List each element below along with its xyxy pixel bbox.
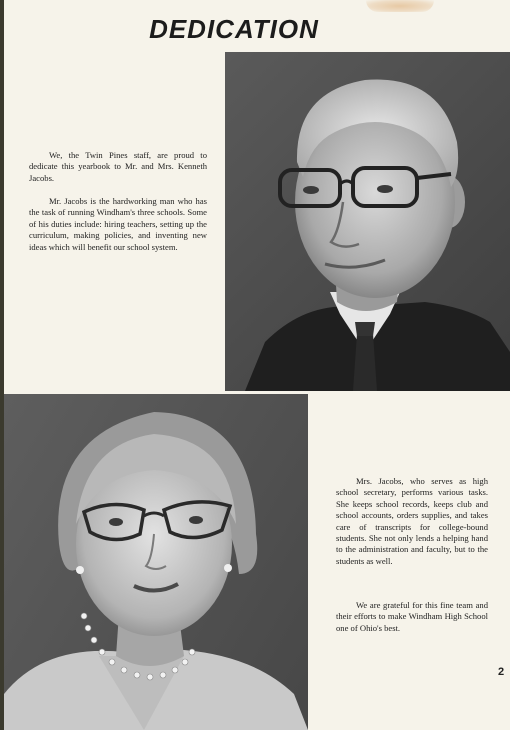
mr-jacobs-paragraph: Mr. Jacobs is the hardworking man who has the task of running Windham's three schools. Some of his duties include: hiring teachers, setting up the curriculum, making policies, and inventing new ideas which will benefit our school system. [29,196,207,252]
man-portrait-illustration [225,52,510,391]
page-number: 2 [498,666,505,678]
intro-paragraph: We, the Twin Pines staff, are proud to dedicate this yearbook to Mr. and Mrs. Kenneth Jacobs. [29,150,207,183]
woman-portrait-illustration [4,394,308,730]
mrs-jacobs-portrait [4,394,308,730]
yearbook-page [4,0,510,730]
page-title: DEDICATION [149,14,319,44]
mrs-jacobs-paragraph: Mrs. Jacobs, who serves as high school secretary, performs various tasks. She keeps school records, keeps club and school accounts, orders supplies, and takes care of transcripts for college-bound students. She not only lends a helping hand to the administration and faculty, but to the students as well. [336,476,488,566]
mr-jacobs-portrait [225,52,510,391]
paper-stain [366,0,434,12]
closing-paragraph: We are grateful for this fine team and their efforts to make Windham High School one of Ohio's best. [336,600,488,633]
